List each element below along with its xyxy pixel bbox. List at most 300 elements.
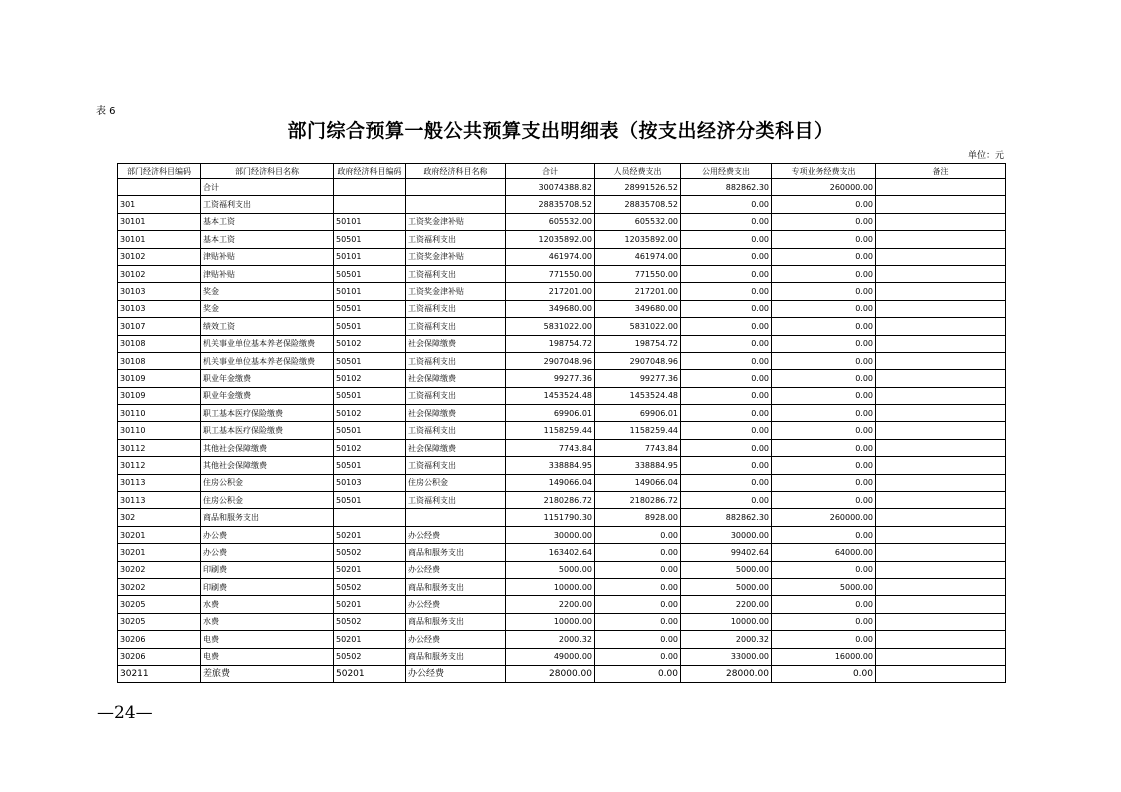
table-row <box>118 648 1006 665</box>
table-cell: 0.00 <box>772 613 876 630</box>
table-cell: 50501 <box>334 300 406 317</box>
table-cell: 0.00 <box>681 422 772 439</box>
table-cell: 水费 <box>201 596 334 613</box>
table-cell <box>876 231 1006 248</box>
table-cell: 260000.00 <box>772 179 876 196</box>
table-cell: 工资奖金津补贴 <box>406 213 506 230</box>
table-cell: 882862.30 <box>681 509 772 526</box>
table-cell: 津贴补贴 <box>201 248 334 265</box>
table-cell: 住房公积金 <box>201 474 334 491</box>
table-row <box>118 631 1006 648</box>
table-cell: 2180286.72 <box>595 492 681 509</box>
table-cell: 1453524.48 <box>506 387 595 404</box>
table-row <box>118 439 1006 456</box>
table-cell: 2000.32 <box>681 631 772 648</box>
table-cell: 0.00 <box>595 631 681 648</box>
column-header: 部门经济科目名称 <box>201 164 334 179</box>
table-cell: 办公经费 <box>406 561 506 578</box>
table-cell: 50502 <box>334 578 406 595</box>
table-row <box>118 318 1006 335</box>
table-cell: 30108 <box>118 352 201 369</box>
table-cell: 工资福利支出 <box>406 387 506 404</box>
table-cell <box>876 509 1006 526</box>
table-cell: 工资福利支出 <box>406 422 506 439</box>
table-cell <box>876 439 1006 456</box>
table-body <box>118 179 1006 683</box>
table-row <box>118 265 1006 282</box>
table-cell: 0.00 <box>772 492 876 509</box>
table-row <box>118 405 1006 422</box>
table-cell: 津贴补贴 <box>201 265 334 282</box>
table-cell: 30112 <box>118 439 201 456</box>
table-cell <box>334 196 406 213</box>
table-cell: 0.00 <box>681 405 772 422</box>
table-cell: 30102 <box>118 265 201 282</box>
table-cell: 职业年金缴费 <box>201 387 334 404</box>
table-cell: 5831022.00 <box>506 318 595 335</box>
table-cell: 30206 <box>118 648 201 665</box>
table-cell: 30103 <box>118 300 201 317</box>
column-header: 公用经费支出 <box>681 164 772 179</box>
table-cell: 5000.00 <box>681 561 772 578</box>
table-cell: 机关事业单位基本养老保险缴费 <box>201 335 334 352</box>
table-cell: 0.00 <box>772 231 876 248</box>
table-cell <box>876 283 1006 300</box>
table-cell: 12035892.00 <box>506 231 595 248</box>
table-cell: 0.00 <box>772 387 876 404</box>
table-cell <box>876 613 1006 630</box>
table-cell: 职工基本医疗保险缴费 <box>201 405 334 422</box>
table-cell: 0.00 <box>681 474 772 491</box>
table-cell: 差旅费 <box>201 665 334 682</box>
table-cell: 50101 <box>334 283 406 300</box>
table-cell <box>876 387 1006 404</box>
table-cell: 0.00 <box>772 405 876 422</box>
table-cell: 0.00 <box>681 213 772 230</box>
table-cell: 217201.00 <box>595 283 681 300</box>
table-number: 表 6 <box>96 106 116 117</box>
table-cell <box>876 561 1006 578</box>
table-row <box>118 578 1006 595</box>
table-cell: 28000.00 <box>681 665 772 682</box>
table-cell: 基本工资 <box>201 213 334 230</box>
table-cell: 771550.00 <box>506 265 595 282</box>
table-cell: 50201 <box>334 526 406 543</box>
table-cell: 198754.72 <box>506 335 595 352</box>
table-cell: 30110 <box>118 405 201 422</box>
table-cell: 0.00 <box>595 596 681 613</box>
table-cell: 基本工资 <box>201 231 334 248</box>
table-cell: 0.00 <box>595 526 681 543</box>
table-cell: 338884.95 <box>506 457 595 474</box>
table-row <box>118 422 1006 439</box>
table-cell: 30000.00 <box>506 526 595 543</box>
table-cell: 10000.00 <box>506 613 595 630</box>
table-cell <box>876 648 1006 665</box>
table-row <box>118 300 1006 317</box>
table-cell: 30202 <box>118 561 201 578</box>
table-cell: 1453524.48 <box>595 387 681 404</box>
table-cell: 50502 <box>334 613 406 630</box>
table-cell: 0.00 <box>681 335 772 352</box>
table-cell: 8928.00 <box>595 509 681 526</box>
table-cell: 50103 <box>334 474 406 491</box>
table-cell: 30202 <box>118 578 201 595</box>
table-cell: 338884.95 <box>595 457 681 474</box>
table-cell: 30112 <box>118 457 201 474</box>
table-cell: 28000.00 <box>506 665 595 682</box>
table-cell: 住房公积金 <box>406 474 506 491</box>
table-cell: 2180286.72 <box>506 492 595 509</box>
table-cell: 其他社会保障缴费 <box>201 457 334 474</box>
table-cell <box>876 526 1006 543</box>
table-cell: 198754.72 <box>595 335 681 352</box>
table-cell: 住房公积金 <box>201 492 334 509</box>
table-cell: 50102 <box>334 335 406 352</box>
table-cell: 0.00 <box>772 370 876 387</box>
table-cell: 1151790.30 <box>506 509 595 526</box>
column-header: 政府经济科目名称 <box>406 164 506 179</box>
table-cell: 0.00 <box>681 352 772 369</box>
table-cell: 0.00 <box>595 613 681 630</box>
table-cell: 30205 <box>118 613 201 630</box>
table-cell: 30201 <box>118 544 201 561</box>
table-cell: 0.00 <box>772 352 876 369</box>
table-cell: 50201 <box>334 665 406 682</box>
table-row <box>118 457 1006 474</box>
table-row <box>118 492 1006 509</box>
table-cell: 0.00 <box>772 665 876 682</box>
table-row <box>118 613 1006 630</box>
table-cell: 30109 <box>118 370 201 387</box>
table-cell <box>876 318 1006 335</box>
table-cell: 461974.00 <box>595 248 681 265</box>
table-cell: 30113 <box>118 474 201 491</box>
table-cell <box>406 196 506 213</box>
table-cell: 社会保障缴费 <box>406 370 506 387</box>
table-cell: 奖金 <box>201 283 334 300</box>
table-cell: 印刷费 <box>201 578 334 595</box>
table-cell: 30109 <box>118 387 201 404</box>
table-cell: 0.00 <box>681 439 772 456</box>
table-cell: 5831022.00 <box>595 318 681 335</box>
table-cell: 33000.00 <box>681 648 772 665</box>
table-row <box>118 561 1006 578</box>
table-cell: 其他社会保障缴费 <box>201 439 334 456</box>
table-cell: 商品和服务支出 <box>201 509 334 526</box>
table-cell: 工资福利支出 <box>406 231 506 248</box>
table-cell: 0.00 <box>772 526 876 543</box>
table-cell: 0.00 <box>595 648 681 665</box>
table-cell: 149066.04 <box>506 474 595 491</box>
table-cell: 50201 <box>334 631 406 648</box>
column-header: 合计 <box>506 164 595 179</box>
table-cell: 商品和服务支出 <box>406 613 506 630</box>
table-cell: 49000.00 <box>506 648 595 665</box>
table-cell: 30107 <box>118 318 201 335</box>
table-cell <box>876 596 1006 613</box>
table-cell: 电费 <box>201 631 334 648</box>
table-cell: 2907048.96 <box>506 352 595 369</box>
table-cell: 1158259.44 <box>506 422 595 439</box>
table-cell: 0.00 <box>772 631 876 648</box>
table-cell: 30205 <box>118 596 201 613</box>
table-cell: 0.00 <box>772 439 876 456</box>
table-cell <box>406 509 506 526</box>
table-cell: 50501 <box>334 265 406 282</box>
table-row <box>118 248 1006 265</box>
table-cell: 0.00 <box>681 265 772 282</box>
table-cell: 0.00 <box>595 665 681 682</box>
table-cell: 605532.00 <box>506 213 595 230</box>
table-cell: 12035892.00 <box>595 231 681 248</box>
table-cell: 0.00 <box>772 283 876 300</box>
table-cell <box>876 665 1006 682</box>
table-cell: 10000.00 <box>681 613 772 630</box>
table-cell: 水费 <box>201 613 334 630</box>
table-cell: 职工基本医疗保险缴费 <box>201 422 334 439</box>
table-cell: 工资福利支出 <box>406 318 506 335</box>
table-cell: 办公费 <box>201 526 334 543</box>
table-cell: 30101 <box>118 213 201 230</box>
table-cell: 2000.32 <box>506 631 595 648</box>
table-cell: 28991526.52 <box>595 179 681 196</box>
table-cell: 30211 <box>118 665 201 682</box>
page-title: 部门综合预算一般公共预算支出明细表（按支出经济分类科目） <box>287 120 834 142</box>
table-cell: 50501 <box>334 492 406 509</box>
table-cell: 奖金 <box>201 300 334 317</box>
table-cell: 办公经费 <box>406 631 506 648</box>
table-cell: 社会保障缴费 <box>406 405 506 422</box>
table-cell <box>334 509 406 526</box>
table-cell <box>876 179 1006 196</box>
table-cell: 1158259.44 <box>595 422 681 439</box>
table-cell: 64000.00 <box>772 544 876 561</box>
page-number: —24— <box>97 703 153 723</box>
table-cell: 50102 <box>334 439 406 456</box>
table-row <box>118 196 1006 213</box>
table-cell: 0.00 <box>681 370 772 387</box>
table-cell: 50501 <box>334 422 406 439</box>
column-header: 人员经费支出 <box>595 164 681 179</box>
table-cell: 5000.00 <box>772 578 876 595</box>
table-cell <box>876 335 1006 352</box>
table-cell <box>876 474 1006 491</box>
table-cell: 电费 <box>201 648 334 665</box>
table-cell: 2907048.96 <box>595 352 681 369</box>
table-cell: 0.00 <box>772 318 876 335</box>
table-cell: 办公经费 <box>406 665 506 682</box>
table-cell <box>876 370 1006 387</box>
table-cell: 50501 <box>334 231 406 248</box>
table-cell: 50102 <box>334 370 406 387</box>
table-cell: 0.00 <box>772 248 876 265</box>
table-cell: 0.00 <box>681 387 772 404</box>
table-cell: 工资奖金津补贴 <box>406 248 506 265</box>
table-cell: 0.00 <box>681 318 772 335</box>
table-row <box>118 596 1006 613</box>
table-cell: 职业年金缴费 <box>201 370 334 387</box>
table-row <box>118 387 1006 404</box>
table-cell <box>118 179 201 196</box>
table-cell: 0.00 <box>772 213 876 230</box>
table-cell: 260000.00 <box>772 509 876 526</box>
table-cell: 7743.84 <box>595 439 681 456</box>
table-cell <box>876 213 1006 230</box>
table-cell: 30113 <box>118 492 201 509</box>
table-cell: 商品和服务支出 <box>406 648 506 665</box>
table-cell: 5000.00 <box>681 578 772 595</box>
table-cell: 0.00 <box>681 231 772 248</box>
table-row <box>118 544 1006 561</box>
table-cell: 0.00 <box>681 300 772 317</box>
table-cell: 7743.84 <box>506 439 595 456</box>
table-cell: 99277.36 <box>595 370 681 387</box>
table-cell <box>876 422 1006 439</box>
table-cell: 16000.00 <box>772 648 876 665</box>
table-cell: 合计 <box>201 179 334 196</box>
table-cell: 工资福利支出 <box>406 457 506 474</box>
table-cell <box>876 631 1006 648</box>
column-header: 政府经济科目编码 <box>334 164 406 179</box>
table-cell: 163402.64 <box>506 544 595 561</box>
table-cell: 5000.00 <box>506 561 595 578</box>
table-cell <box>406 179 506 196</box>
table-row <box>118 283 1006 300</box>
table-cell: 50501 <box>334 387 406 404</box>
table-cell: 882862.30 <box>681 179 772 196</box>
table-cell: 0.00 <box>772 422 876 439</box>
table-cell: 771550.00 <box>595 265 681 282</box>
table-cell <box>876 196 1006 213</box>
table-cell: 社会保障缴费 <box>406 335 506 352</box>
table-cell: 办公费 <box>201 544 334 561</box>
budget-table <box>117 163 1006 683</box>
table-cell: 0.00 <box>772 561 876 578</box>
table-cell: 机关事业单位基本养老保险缴费 <box>201 352 334 369</box>
table-cell: 0.00 <box>595 544 681 561</box>
table-cell: 0.00 <box>681 196 772 213</box>
table-cell: 461974.00 <box>506 248 595 265</box>
table-cell: 工资福利支出 <box>201 196 334 213</box>
table-cell: 30102 <box>118 248 201 265</box>
table-cell: 149066.04 <box>595 474 681 491</box>
table-cell: 30000.00 <box>681 526 772 543</box>
table-cell: 349680.00 <box>506 300 595 317</box>
table-cell: 0.00 <box>772 596 876 613</box>
table-row <box>118 526 1006 543</box>
table-cell <box>876 578 1006 595</box>
table-cell: 50201 <box>334 561 406 578</box>
table-row <box>118 370 1006 387</box>
table-cell <box>876 405 1006 422</box>
table-cell: 0.00 <box>681 492 772 509</box>
table-cell: 0.00 <box>681 248 772 265</box>
table-cell: 2200.00 <box>506 596 595 613</box>
table-cell: 印刷费 <box>201 561 334 578</box>
table-cell <box>876 352 1006 369</box>
column-header: 专项业务经费支出 <box>772 164 876 179</box>
table-cell: 0.00 <box>681 457 772 474</box>
table-cell: 69906.01 <box>595 405 681 422</box>
table-cell: 30108 <box>118 335 201 352</box>
column-header: 备注 <box>876 164 1006 179</box>
table-cell: 50101 <box>334 213 406 230</box>
table-cell: 30201 <box>118 526 201 543</box>
table-cell: 0.00 <box>772 300 876 317</box>
table-cell: 0.00 <box>595 578 681 595</box>
table-cell: 217201.00 <box>506 283 595 300</box>
table-cell: 0.00 <box>772 265 876 282</box>
table-cell: 办公经费 <box>406 596 506 613</box>
table-row <box>118 352 1006 369</box>
table-cell: 工资奖金津补贴 <box>406 283 506 300</box>
table-cell: 50101 <box>334 248 406 265</box>
table-cell: 0.00 <box>772 335 876 352</box>
table-cell: 28835708.52 <box>595 196 681 213</box>
table-cell: 0.00 <box>772 474 876 491</box>
table-cell: 商品和服务支出 <box>406 578 506 595</box>
table-cell: 69906.01 <box>506 405 595 422</box>
table-cell <box>876 300 1006 317</box>
table-cell: 0.00 <box>595 561 681 578</box>
table-cell <box>876 457 1006 474</box>
table-cell <box>876 248 1006 265</box>
table-cell: 0.00 <box>772 457 876 474</box>
table-cell: 2200.00 <box>681 596 772 613</box>
table-cell: 302 <box>118 509 201 526</box>
table-cell: 工资福利支出 <box>406 265 506 282</box>
table-cell: 30206 <box>118 631 201 648</box>
table-cell: 50501 <box>334 457 406 474</box>
table-cell: 0.00 <box>772 196 876 213</box>
table-cell <box>876 265 1006 282</box>
table-cell: 50501 <box>334 352 406 369</box>
table-cell: 50501 <box>334 318 406 335</box>
table-row <box>118 474 1006 491</box>
table-cell: 0.00 <box>681 283 772 300</box>
table-cell: 50502 <box>334 648 406 665</box>
table-cell: 商品和服务支出 <box>406 544 506 561</box>
table-row <box>118 665 1006 682</box>
table-cell: 301 <box>118 196 201 213</box>
table-cell <box>334 179 406 196</box>
unit-label: 单位：元 <box>967 151 1004 161</box>
table-cell: 30110 <box>118 422 201 439</box>
table-cell: 30101 <box>118 231 201 248</box>
table-cell <box>876 492 1006 509</box>
table-cell: 绩效工资 <box>201 318 334 335</box>
table-row <box>118 335 1006 352</box>
table-cell: 工资福利支出 <box>406 352 506 369</box>
table-cell: 99277.36 <box>506 370 595 387</box>
table-cell: 349680.00 <box>595 300 681 317</box>
table-cell: 50201 <box>334 596 406 613</box>
table-cell: 社会保障缴费 <box>406 439 506 456</box>
table-cell: 99402.64 <box>681 544 772 561</box>
table-cell: 50502 <box>334 544 406 561</box>
table-cell: 办公经费 <box>406 526 506 543</box>
table-cell: 605532.00 <box>595 213 681 230</box>
table-cell: 50102 <box>334 405 406 422</box>
table-cell: 10000.00 <box>506 578 595 595</box>
table-row <box>118 213 1006 230</box>
table-row <box>118 509 1006 526</box>
table-row <box>118 179 1006 196</box>
table-cell <box>876 544 1006 561</box>
table-cell: 30103 <box>118 283 201 300</box>
table-row <box>118 231 1006 248</box>
